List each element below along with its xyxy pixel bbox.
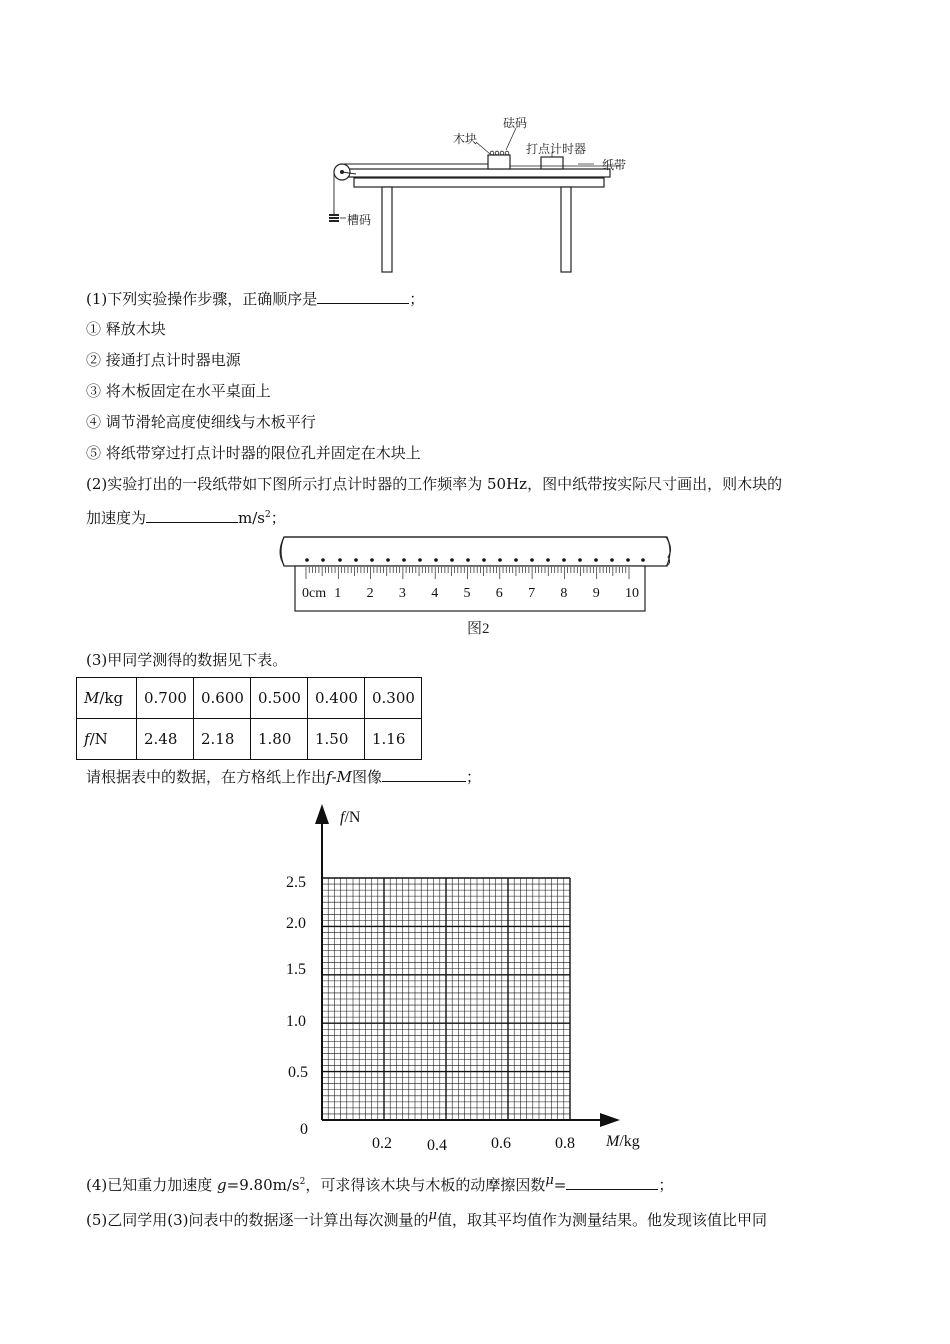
tape-dot <box>610 558 614 562</box>
q2-answer-blank[interactable] <box>146 507 238 523</box>
table-cell: 2.48 <box>137 719 194 760</box>
tape-dot <box>562 558 566 562</box>
label-hook: 槽码 <box>347 213 372 227</box>
tape-dot <box>546 558 550 562</box>
label-timer: 打点计时器 <box>526 142 587 156</box>
ruler-label: 8 <box>560 586 568 601</box>
data-table <box>76 677 422 760</box>
ruler-label: 2 <box>366 586 374 601</box>
q1-step-2: ② 接通打点计时器电源 <box>86 351 241 369</box>
graph-paper[interactable] <box>270 800 670 1160</box>
ruler-label: 4 <box>431 586 439 601</box>
tape-dot <box>305 558 309 562</box>
tape-dot <box>498 558 502 562</box>
q3-answer-blank[interactable] <box>382 766 466 782</box>
tape-dot <box>626 558 630 562</box>
tape-dot <box>482 558 486 562</box>
tape-dot <box>418 558 422 562</box>
tape-caption: 图2 <box>467 621 490 637</box>
tape-dot <box>578 558 582 562</box>
table-cell: 2.18 <box>194 719 251 760</box>
table-row-mass <box>77 678 422 719</box>
y-tick-label: 0.5 <box>288 1064 308 1081</box>
label-weights: 砝码 <box>503 116 528 130</box>
q4-answer-blank[interactable] <box>566 1174 658 1190</box>
table-cell: 1.50 <box>308 719 365 760</box>
tape-dot <box>402 558 406 562</box>
q1-step-1: ① 释放木块 <box>86 320 166 338</box>
q1-prompt: (1)下列实验操作步骤，正确顺序是 ； <box>86 290 425 308</box>
tape-dot <box>641 558 645 562</box>
table-row-force <box>77 719 422 760</box>
tape-dot <box>370 558 374 562</box>
apparatus-figure <box>320 112 640 277</box>
q1-step-5: ⑤ 将纸带穿过打点计时器的限位孔并固定在木块上 <box>86 444 421 462</box>
y-tick-label: 2.5 <box>286 874 306 891</box>
ruler-label: 9 <box>592 586 600 601</box>
table-cell: 0.600 <box>194 678 251 719</box>
y-tick-label: 1.0 <box>286 1013 306 1030</box>
x-axis-arrow-icon <box>600 1113 620 1127</box>
ruler-label: 5 <box>463 586 471 601</box>
tape-ruler-figure <box>274 533 676 639</box>
tape-dot <box>434 558 438 562</box>
y-axis-title: f/N <box>340 809 361 826</box>
table-cell: 0.500 <box>251 678 308 719</box>
q2-line-1: (2)实验打出的一段纸带如下图所示打点计时器的工作频率为 50Hz，图中纸带按实际尺寸画出，则木块的 <box>86 475 783 493</box>
q2-line-2: 加速度为 $m/s^2$； <box>86 509 286 527</box>
q3-plot-instruction: 请根据表中的数据，在方格纸上作出f-M图像 ； <box>86 768 482 786</box>
tape-dot <box>514 558 518 562</box>
y-tick-label: 1.5 <box>286 961 306 978</box>
label-block: 木块 <box>453 132 478 146</box>
tape-dot <box>386 558 390 562</box>
y-axis-arrow-icon <box>315 804 329 824</box>
tape-dots <box>305 558 645 562</box>
ruler-label: 1 <box>334 586 342 601</box>
ruler-label: 3 <box>398 586 406 601</box>
y-tick-label: 2.0 <box>286 915 306 932</box>
table-cell: 0.700 <box>137 678 194 719</box>
table-header-mass: M/kg <box>77 678 137 719</box>
table-cell: 1.80 <box>251 719 308 760</box>
label-tape: 纸带 <box>602 158 627 172</box>
x-tick-label: 0.6 <box>491 1135 511 1152</box>
tape-dot <box>354 558 358 562</box>
ruler-label: 0cm <box>302 586 327 601</box>
ruler-label: 6 <box>495 586 503 601</box>
tape-dot <box>450 558 454 562</box>
table-cell: 1.16 <box>365 719 422 760</box>
ruler-label: 10 <box>625 586 639 601</box>
table-header-force: f/N <box>77 719 137 760</box>
q5-prompt: (5)乙同学用(3)问表中的数据逐一计算出每次测量的μ值，取其平均值作为测量结果。他发现该值比甲同 <box>86 1208 767 1229</box>
tape-dot <box>338 558 342 562</box>
table-cell: 0.300 <box>365 678 422 719</box>
x-tick-label: 0.4 <box>427 1137 447 1154</box>
x-tick-label: 0.8 <box>555 1135 575 1152</box>
q1-step-3: ③ 将木板固定在水平桌面上 <box>86 382 271 400</box>
tape-dot <box>466 558 470 562</box>
tape-dot <box>594 558 598 562</box>
x-tick-label: 0.2 <box>372 1135 392 1152</box>
table-cell: 0.400 <box>308 678 365 719</box>
q3-intro: (3)甲同学测得的数据见下表。 <box>86 651 288 669</box>
y-tick-label: 0 <box>300 1121 308 1138</box>
tape-dot <box>530 558 534 562</box>
tape-dot <box>321 558 325 562</box>
x-axis-title: M/kg <box>606 1133 640 1150</box>
ruler-label: 7 <box>528 586 536 601</box>
q4-prompt: (4)已知重力加速度 $g=9.80m/s^2$，可求得该木块与木板的动摩擦因数μ= ； <box>86 1173 674 1194</box>
q1-step-4: ④ 调节滑轮高度使细线与木板平行 <box>86 413 316 431</box>
q1-answer-blank[interactable] <box>317 288 409 304</box>
